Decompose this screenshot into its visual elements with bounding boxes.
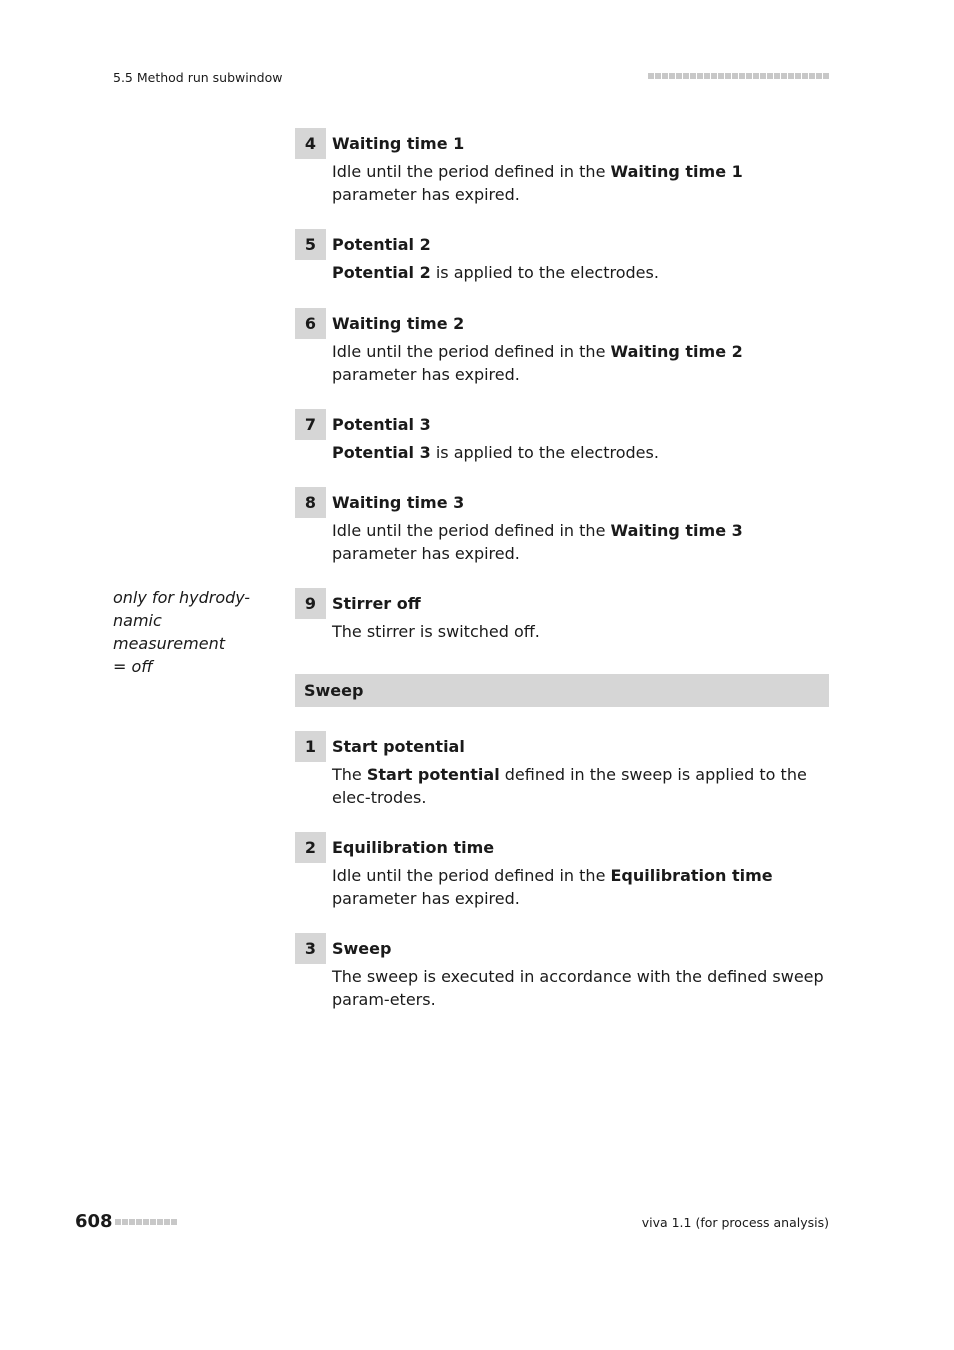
step-description: The Start potential defined in the sweep is applied to the elec-trodes.: [332, 765, 807, 807]
step-title: Sweep: [332, 939, 392, 958]
step-title: Waiting time 2: [332, 314, 465, 333]
step-title: Waiting time 1: [332, 134, 465, 153]
step-title: Start potential: [332, 737, 465, 756]
step-title: Potential 3: [332, 415, 431, 434]
step-description: Idle until the period defined in the Waiting time 1 parameter has expired.: [332, 162, 743, 204]
step-number: 7: [295, 409, 326, 440]
step-description: Potential 3 is applied to the electrodes.: [332, 443, 659, 462]
step-description: Idle until the period defined in the Waiting time 2 parameter has expired.: [332, 342, 743, 384]
step-title: Potential 2: [332, 235, 431, 254]
step-description: Idle until the period defined in the Waiting time 3 parameter has expired.: [332, 521, 743, 563]
step-number: 8: [295, 487, 326, 518]
section-title: Sweep: [304, 681, 364, 700]
step-description: The sweep is executed in accordance with the defined sweep param-eters.: [332, 967, 824, 1009]
header-decoration: [648, 73, 829, 79]
step-number: 9: [295, 588, 326, 619]
step-number: 4: [295, 128, 326, 159]
header-section-title: 5.5 Method run subwindow: [113, 70, 283, 85]
section-header-sweep: [295, 674, 829, 707]
margin-note: only for hydrody- namic measurement = off: [113, 588, 250, 676]
step-number: 1: [295, 731, 326, 762]
step-number: 6: [295, 308, 326, 339]
step-number: 5: [295, 229, 326, 260]
step-number: 3: [295, 933, 326, 964]
step-title: Waiting time 3: [332, 493, 465, 512]
step-title: Equilibration time: [332, 838, 495, 857]
step-description: Potential 2 is applied to the electrodes.: [332, 263, 659, 282]
step-number: 2: [295, 832, 326, 863]
footer-decoration: [115, 1219, 177, 1225]
step-description: The stirrer is switched off.: [332, 622, 540, 641]
page-number: 608: [75, 1211, 113, 1232]
step-title: Stirrer off: [332, 594, 421, 613]
footer-product: viva 1.1 (for process analysis): [641, 1215, 829, 1230]
step-description: Idle until the period defined in the Equilibration time parameter has expired.: [332, 866, 773, 908]
